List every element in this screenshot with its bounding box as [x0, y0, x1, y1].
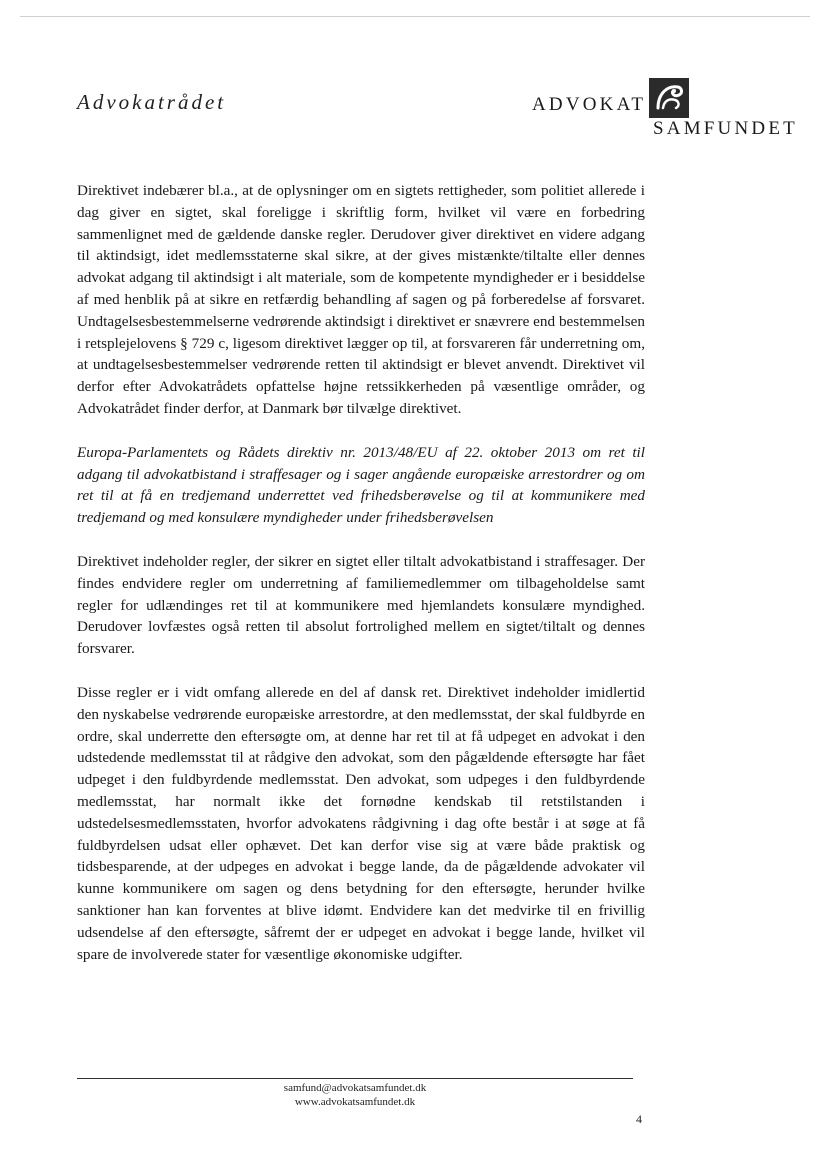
- advokatsamfundet-logo-mark-icon: [649, 78, 689, 118]
- org-name: Advokatrådet: [77, 90, 227, 114]
- paragraph-arrest-warrant: Disse regler er i vidt omfang allerede en del af dansk ret. Direktivet indeholder imidlertid den nyskabelse vedrørende europæiske arrestordre, at den medlemsstat, der skal fuldbyrde en ordre, skal underrette den eftersøgte om, at denne har ret til at få udpeget en advokat i den udstedende medlemsstat til at rådgive den advokat, som den pågældende eftersøgte har fået udpeget i den fuldbyrdende medlemsstat. Den advokat, som udpeges i den fuldbyrdende medlemsstat, har normalt ikke det fornødne kendskab til retstilstanden i udstedelsesmedlemsstaten, hvorfor advokatens rådgivning i dag ofte består i at søge at få fuldbyrdelsen udsat eller ophævet. Det kan derfor vise sig at være både praktisk og tidsbesparende, at der udpeges en advokat i begge lande, da de pågældende advokater vil kunne kommunikere om sagen og dens betydning for den eftersøgte, herunder hvilke sanktioner han kan forventes at blive idømt. Endvidere kan det medvirke til en frivillig udsendelse af den eftersøgte, såfremt der er udpeget en advokat i begge lande, hvilket vil spare de involverede stater for væsentlige økonomiske udgifter.: [77, 683, 645, 963]
- directive-title: Europa-Parlamentets og Rådets direktiv nr. 2013/48/EU af 22. oktober 2013 om ret til adgang til advokatbistand i straffesager og i sager angående europæiske arrestordrer og om ret til at få en tredjemand underrettet ved frihedsberøvelse og til at kommunikere med tredjemand og med konsulære myndigheder under frihedsberøvelsen: [77, 443, 645, 527]
- footer-website-link[interactable]: www.advokatsamfundet.dk: [294, 1096, 416, 1108]
- logo-word-advokat: ADVOKAT: [532, 94, 647, 115]
- advokatsamfundet-logo: [532, 78, 802, 142]
- logo-word-samfundet: SAMFUNDET: [653, 118, 798, 139]
- letter-body: [77, 180, 645, 987]
- footer: [77, 1081, 633, 1109]
- page-number: 4: [636, 1112, 642, 1126]
- paragraph-directive-content: Direktivet indeholder regler, der sikrer en sigtet eller tiltalt advokatbistand i straffesager. Der findes endvidere regler om underretning af familiemedlemmer om tilbageholdelse samt regler for udlændinges ret til at kommunikere med hjemlandets konsulære myndighed. Derudover lovfæstes også retten til absolut fortrolighed mellem en sigtet/tiltalt og dennes forsvarer.: [77, 552, 645, 658]
- footer-email-link[interactable]: samfund@advokatsamfundet.dk: [283, 1082, 427, 1094]
- paragraph-directive-rights: Direktivet indebærer bl.a., at de oplysninger om en sigtets rettigheder, som politiet allerede i dag giver en sigtet, skal foreligge i skriftlig form, hvilket vil være en forbedring sammenlignet med de gældende danske regler. Derudover giver direktivet en videre adgang til aktindsigt, idet medlemsstaterne skal sikre, at der gives mistænkte/tiltalte eller dennes advokat adgang til aktindsigt i alt materiale, som de kompetente myndigheder er i besiddelse af med henblik på at sikre en retfærdig behandling af sagen og på forberedelse af forsvaret. Undtagelsesbestemmelserne vedrørende aktindsigt i direktivet er snævrere end bestemmelsen i retsplejelovens § 729 c, ligesom direktivet lægger op til, at forsvareren får underretning om, at undtagelsesbestemmelser vedrørende retten til aktindsigt er blevet anvendt. Direktivet vil derfor efter Advokatrådets opfattelse højne retssikkerheden på væsentlige områder, og Advokatrådet finder derfor, at Danmark bør tilvælge direktivet.: [77, 182, 645, 417]
- footer-divider: [77, 1078, 633, 1079]
- top-divider: [20, 16, 810, 17]
